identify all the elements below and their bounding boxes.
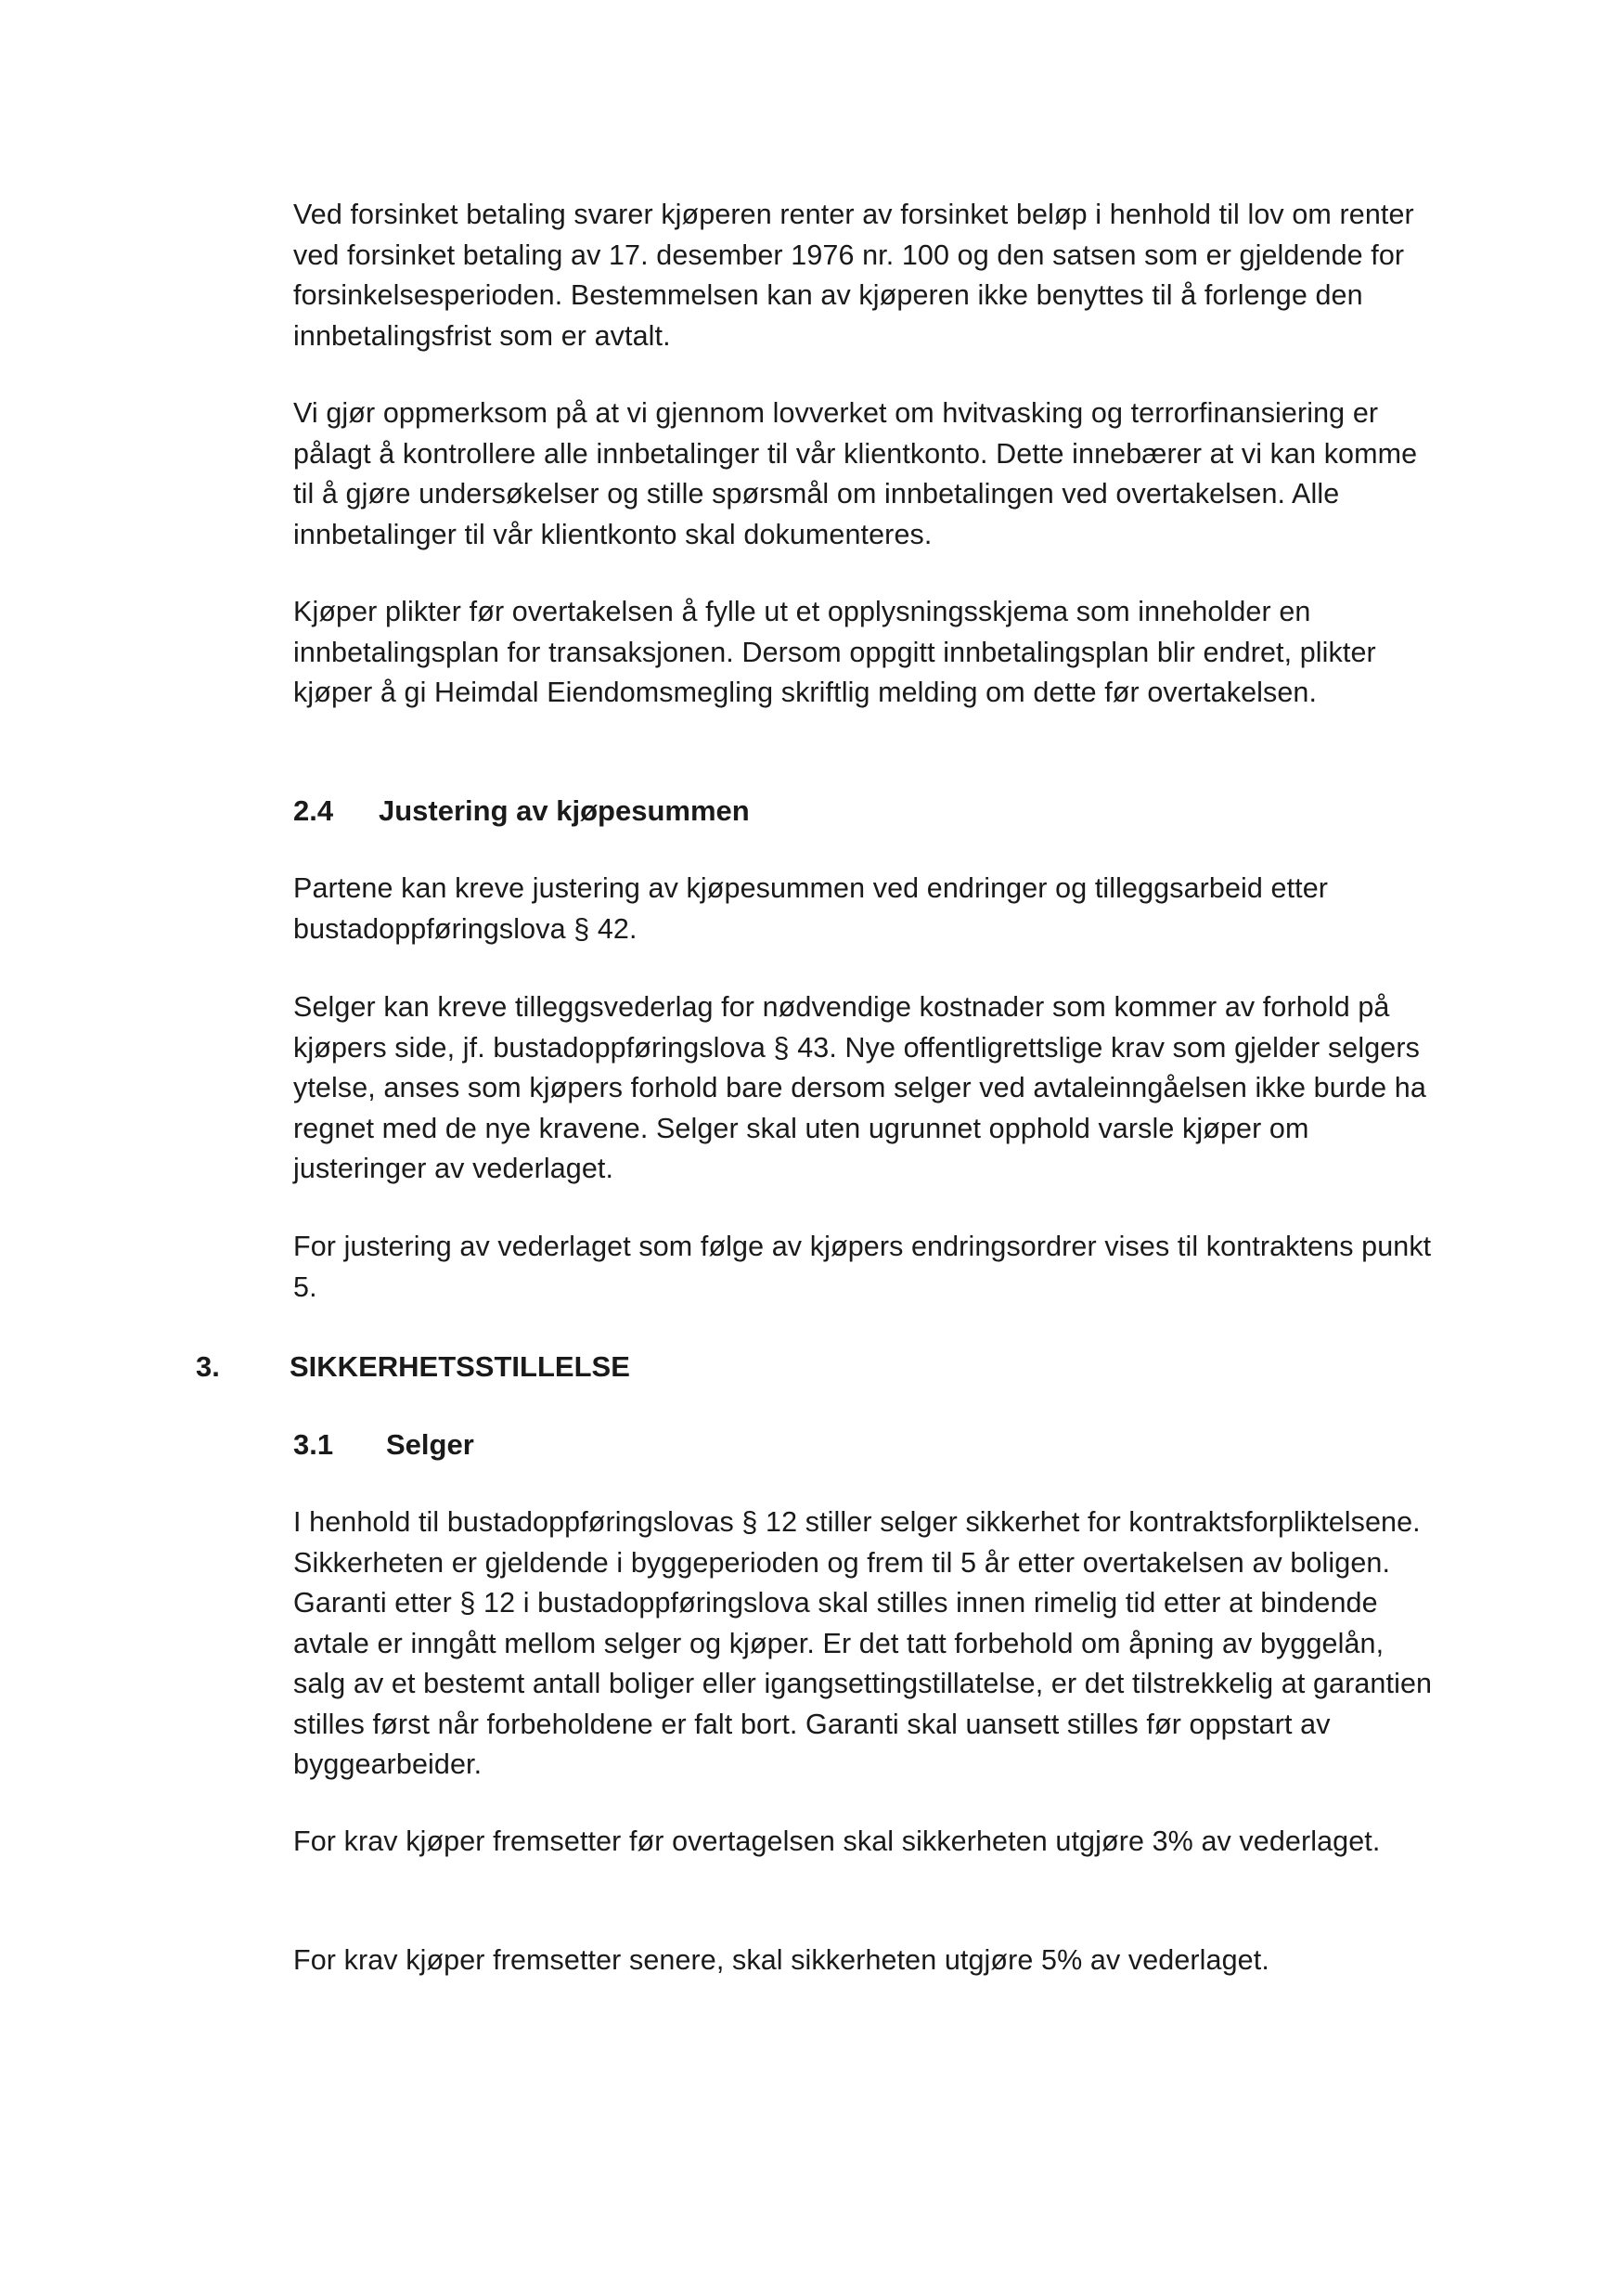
heading-3-1-number: 3.1 xyxy=(293,1428,334,1461)
heading-3 xyxy=(196,1347,630,1387)
paragraph-change-orders: For justering av vederlaget som følge av kjøpers endringsordrer vises til kontraktens punkt 5. xyxy=(293,1231,1432,1303)
paragraph-money-laundering-control: Vi gjør oppmerksom på at vi gjennom lovverket om hvitvasking og terrorfinansiering er pålagt å kontrollere alle innbetalinger til vår klientkonto. Dette innebærer at vi kan komme til å gjøre undersøkelser og stille spørsmål om innbetalingen ved overtakelsen. Alle innbetalinger til vår klientkonto skal dokumenteres. xyxy=(293,397,1418,550)
heading-3-1-title: Selger xyxy=(386,1428,474,1461)
paragraph-additional-compensation: Selger kan kreve tilleggsvederlag for nødvendige kostnader som kommer av forhold på kjøpers side, jf. bustadoppføringslova § 43. Nye offentligrettslige krav som gjelder selgers ytelse, anses som kjøpers forhold bare dersom selger ved avtaleinngåelsen ikke burde ha regnet med de nye kravene. Selger skal uten ugrunnet opphold varsle kjøper om justeringer av vederlaget. xyxy=(293,991,1426,1184)
heading-3-title: SIKKERHETSSTILLELSE xyxy=(290,1350,630,1383)
paragraph-guarantee-after-handover: For krav kjøper fremsetter senere, skal sikkerheten utgjøre 5% av vederlaget. xyxy=(293,1944,1269,1976)
heading-3-number: 3. xyxy=(196,1350,220,1383)
paragraph-price-adjustment: Partene kan kreve justering av kjøpesummen ved endringer og tilleggsarbeid etter bustadoppføringslova § 42. xyxy=(293,872,1329,945)
heading-2-4-title: Justering av kjøpesummen xyxy=(379,794,750,827)
heading-2-4 xyxy=(293,791,750,831)
paragraph-payment-plan: Kjøper plikter før overtakelsen å fylle ut et opplysningsskjema som inneholder en innbetalingsplan for transaksjonen. Dersom oppgitt innbetalingsplan blir endret, plikter kjøper å gi Heimdal Eiendomsmegling skriftlig melding om dette før overtakelsen. xyxy=(293,596,1376,708)
heading-2-4-number: 2.4 xyxy=(293,794,334,827)
paragraph-guarantee-before-handover: For krav kjøper fremsetter før overtagelsen skal sikkerheten utgjøre 3% av vederlaget. xyxy=(293,1825,1381,1857)
paragraph-seller-guarantee: I henhold til bustadoppføringslovas § 12 stiller selger sikkerhet for kontraktsforpliktelsene. Sikkerheten er gjeldende i byggeperioden og frem til 5 år etter overtakelsen av boligen. Garanti etter § 12 i bustadoppføringslova skal stilles innen rimelig tid etter at bindende avtale er inngått mellom selger og kjøper. Er det tatt forbehold om åpning av byggelån, salg av et bestemt antall boliger eller igangsettingstillatelse, er det tilstrekkelig at garantien stilles først når forbeholdene er falt bort. Garanti skal uansett stilles før oppstart av byggearbeider. xyxy=(293,1506,1433,1780)
paragraph-late-payment-interest: Ved forsinket betaling svarer kjøperen renter av forsinket beløp i henhold til lov om renter ved forsinket betaling av 17. desember 1976 nr. 100 og den satsen som er gjeldende for forsinkelsesperioden. Bestemmelsen kan av kjøperen ikke benyttes til å forlenge den innbetalingsfrist som er avtalt. xyxy=(293,199,1414,352)
heading-3-1 xyxy=(293,1425,474,1464)
